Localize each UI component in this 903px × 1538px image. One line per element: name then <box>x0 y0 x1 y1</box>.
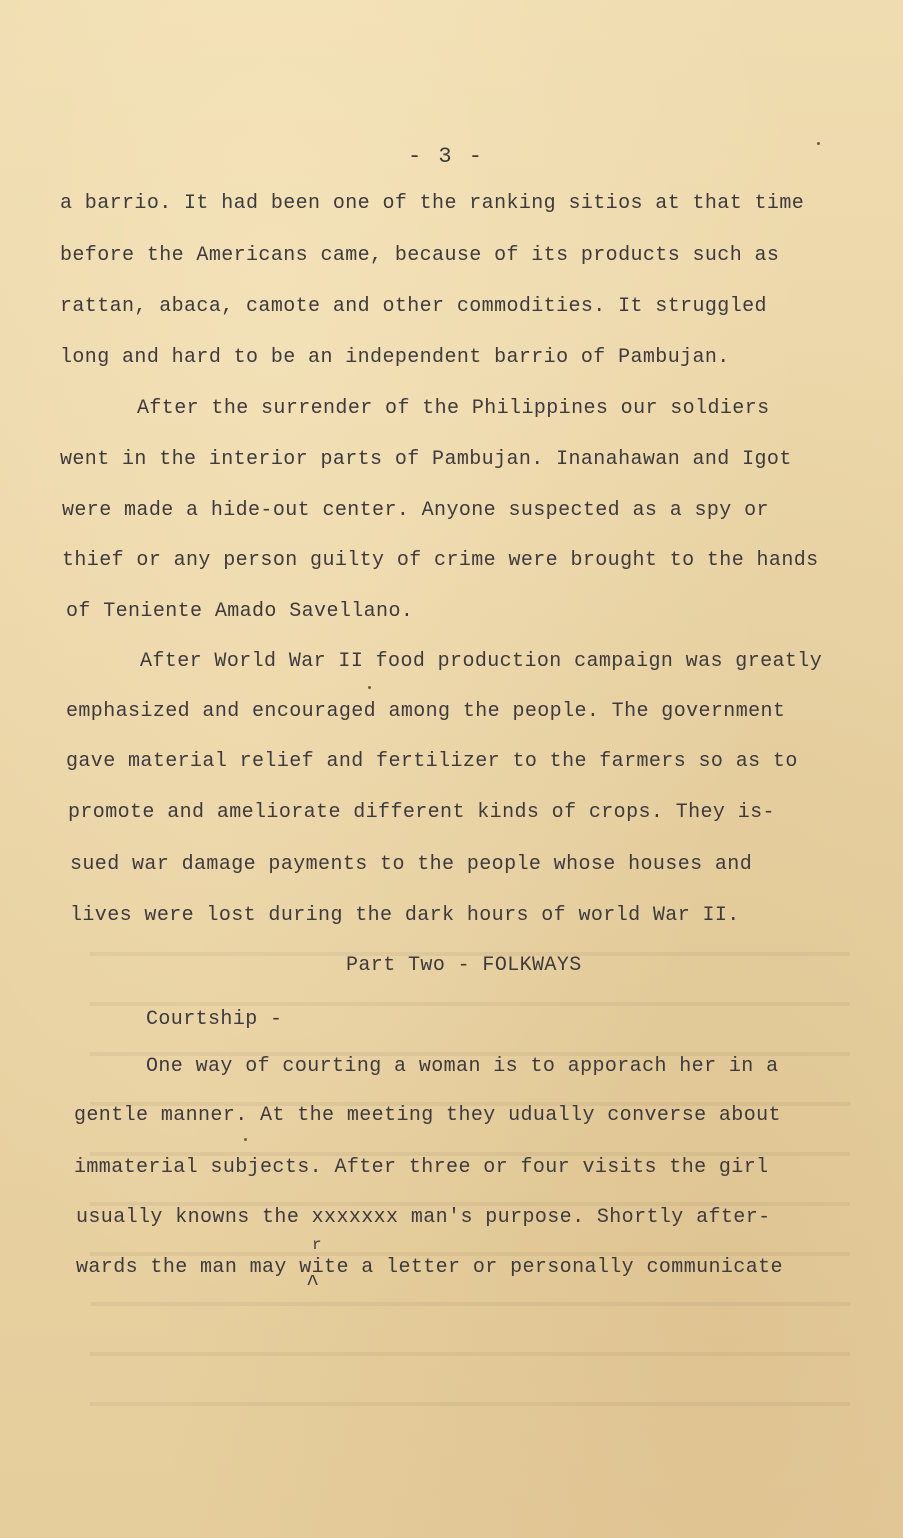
text-line: sued war damage payments to the people whose houses and <box>70 853 753 876</box>
text-line: promote and ameliorate different kinds of crops. They is- <box>68 801 775 824</box>
paper-speck <box>368 686 371 689</box>
text-line: After World War II food production campaign was greatly <box>140 650 823 673</box>
text-line: long and hard to be an independent barrio of Pambujan. <box>60 346 730 369</box>
text-line: gave material relief and fertilizer to the farmers so as to <box>66 750 798 773</box>
text-line: gentle manner. At the meeting they udually converse about <box>74 1104 781 1127</box>
paper-speck <box>817 142 820 145</box>
text-line: a barrio. It had been one of the ranking sitios at that time <box>60 192 805 215</box>
text-line: One way of courting a woman is to apporach her in a <box>146 1055 779 1078</box>
section-heading: Courtship - <box>146 1008 283 1031</box>
text-line: were made a hide-out center. Anyone suspected as a spy or <box>62 499 769 522</box>
text-line: went in the interior parts of Pambujan. Inanahawan and Igot <box>60 448 792 471</box>
text-line: before the Americans came, because of its products such as <box>60 244 780 267</box>
text-line: of Teniente Amado Savellano. <box>66 600 414 623</box>
text-line: emphasized and encouraged among the people. The government <box>66 700 786 723</box>
text-line: usually knowns the xxxxxxx man's purpose. Shortly after- <box>76 1206 771 1229</box>
paper-speck <box>244 1138 247 1141</box>
page-number: - 3 - <box>408 144 485 169</box>
text-line: lives were lost during the dark hours of world War II. <box>70 904 740 927</box>
text-line: rattan, abaca, camote and other commodities. It struggled <box>60 295 767 318</box>
part-heading: Part Two - FOLKWAYS <box>346 954 582 977</box>
text-line: immaterial subjects. After three or four visits the girl <box>74 1156 769 1179</box>
text-line: wards the man may wite a letter or personally communicate <box>76 1256 783 1279</box>
text-line: thief or any person guilty of crime were brought to the hands <box>62 549 819 572</box>
insertion-caret: ^ <box>306 1272 320 1297</box>
text-line: After the surrender of the Philippines our soldiers <box>137 397 770 420</box>
handwritten-insertion: r <box>312 1236 322 1254</box>
